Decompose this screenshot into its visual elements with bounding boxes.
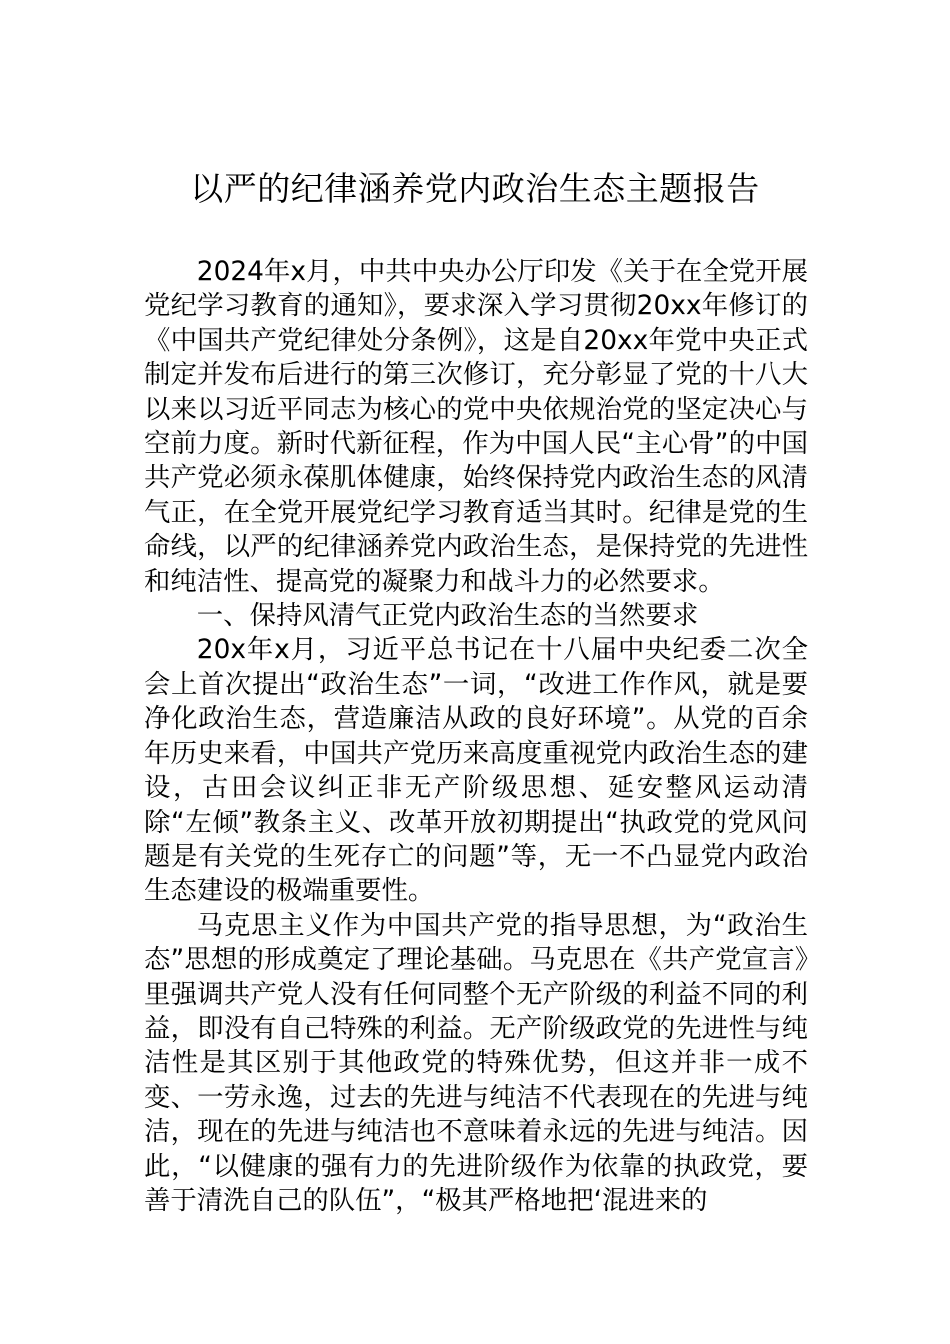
paragraph-political-ecology: 20x年x月，习近平总书记在十八届中央纪委二次全会上首次提出“政治生态”一词，“改进工作作风，就是要净化政治生态，营造廉洁从政的良好环境”。从党的百余年历史来看，中国共产党历来高度重视党内政治生态的建设，古田会议纠正非无产阶级思想、延安整风运动清除“左倾”教条主义、改革开放初期提出“执政党的党风问题是有关党的生死存亡的问题”等，无一不凸显党内政治生态建设的极端重要性。: [144, 634, 808, 907]
document-body: [144, 255, 808, 1218]
section-heading-1: 一、保持风清气正党内政治生态的当然要求: [196, 600, 699, 632]
paragraph-marxism: 马克思主义作为中国共产党的指导思想，为“政治生态”思想的形成奠定了理论基础。马克思在《共产党宣言》里强调共产党人没有任何同整个无产阶级的利益不同的利益，即没有自己特殊的利益。无产阶级政党的先进性与纯洁性是其区别于其他政党的特殊优势，但这并非一成不变、一劳永逸，过去的先进与纯洁不代表现在的先进与纯洁，现在的先进与纯洁也不意味着永远的先进与纯洁。因此，“以健康的强有力的先进阶级作为依靠的执政党，要善于清洗自己的队伍”，“极其严格地把‘混进来的: [144, 909, 808, 1216]
document-title: 以严的纪律涵养党内政治生态主题报告: [190, 169, 760, 208]
paragraph-intro: 2024年x月，中共中央办公厅印发《关于在全党开展党纪学习教育的通知》，要求深入学习贯彻20xx年修订的《中国共产党纪律处分条例》，这是自20xx年党中央正式制定并发布后进行的第三次修订，充分彰显了党的十八大以来以习近平同志为核心的党中央依规治党的坚定决心与空前力度。新时代新征程，作为中国人民“主心骨”的中国共产党必须永葆肌体健康，始终保持党内政治生态的风清气正，在全党开展党纪学习教育适当其时。纪律是党的生命线，以严的纪律涵养党内政治生态，是保持党的先进性和纯洁性、提高党的凝聚力和战斗力的必然要求。: [144, 256, 808, 597]
